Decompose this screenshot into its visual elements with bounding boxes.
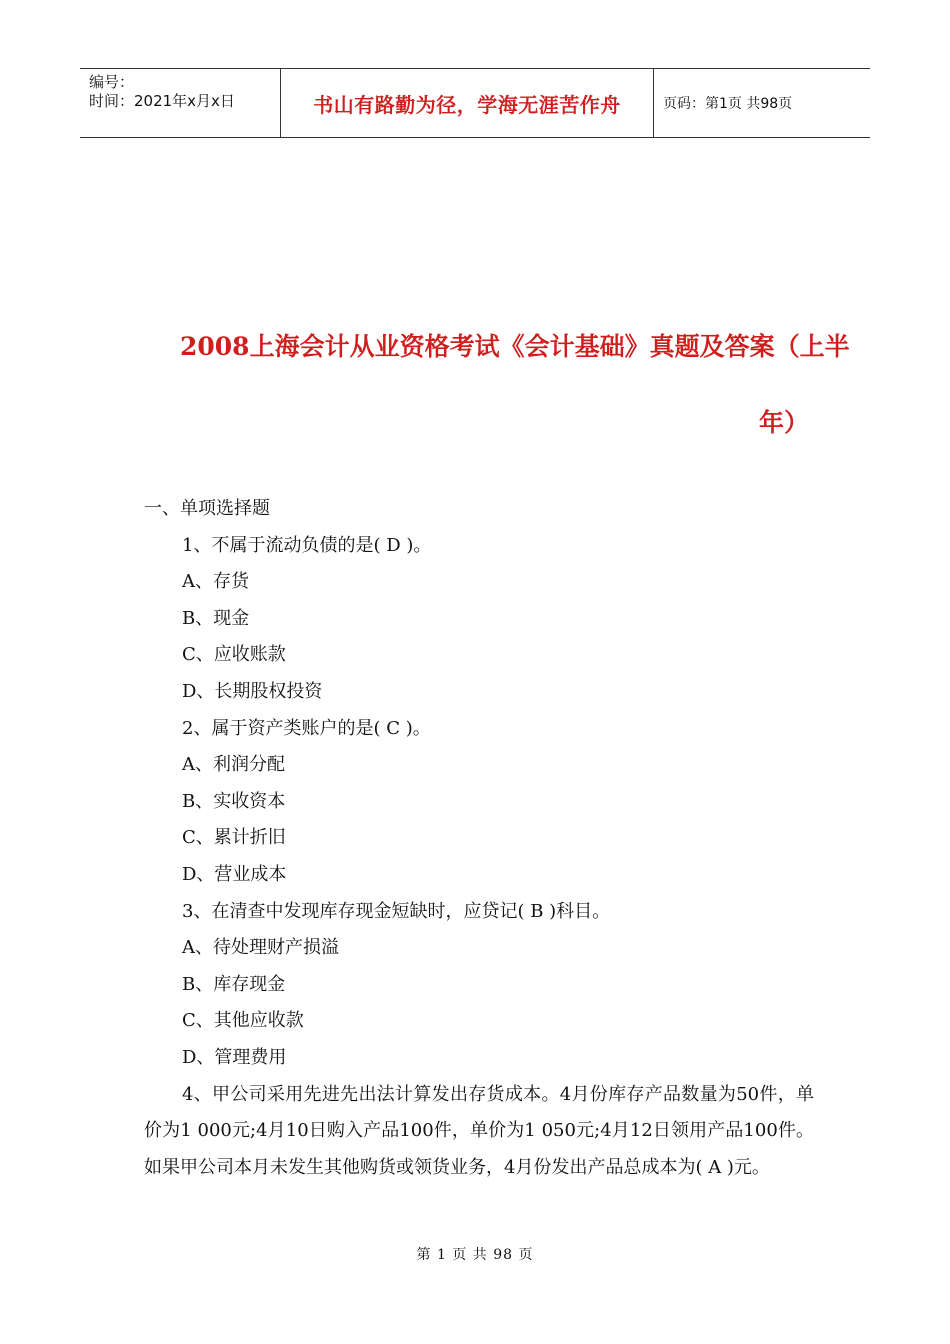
question-option: B、库存现金 <box>182 973 286 995</box>
question-option: C、其他应收款 <box>182 1010 304 1032</box>
header-meta <box>80 69 281 137</box>
question-option: A、利润分配 <box>182 754 285 776</box>
question-option: C、应收账款 <box>182 644 286 666</box>
question-stem: 3、在清查中发现库存现金短缺时，应贷记( B )科目。 <box>182 900 611 922</box>
header-motto: 书山有路勤为径，学海无涯苦作舟 <box>281 69 654 137</box>
question-option: D、管理费用 <box>182 1046 287 1068</box>
page-header <box>80 68 870 138</box>
question-option: A、待处理财产损溢 <box>182 937 339 959</box>
question-stem-paragraph: 4、甲公司采用先进先出法计算发出存货成本。4月份库存产品数量为50件，单价为1 000元;4月10日购入产品100件，单价为1 050元;4月12日领用产品100件。如果甲公司本月未发生其他购货或领货业务，4月份发出产品总成本为( A )元。 <box>144 1083 814 1178</box>
question-option: C、累计折旧 <box>182 827 286 849</box>
question-stem: 1、不属于流动负债的是( D )。 <box>182 534 432 556</box>
question-option: D、长期股权投资 <box>182 680 323 702</box>
question-option: D、营业成本 <box>182 863 287 885</box>
question-option: A、存货 <box>182 571 249 593</box>
document-number-label: 编号： <box>89 73 135 91</box>
header-page-info: 页码：第1页 共98页 <box>663 96 793 112</box>
title-line-1: 2008上海会计从业资格考试《会计基础》真题及答案（上半 <box>180 332 850 361</box>
document-body <box>144 491 814 1186</box>
section-heading: 一、单项选择题 <box>144 498 270 519</box>
document-time-label: 时间：2021年x月x日 <box>89 92 235 110</box>
title-line-2: 年） <box>759 408 810 437</box>
page-footer: 第 1 页 共 98 页 <box>416 1247 534 1263</box>
question-stem: 2、属于资产类账户的是( C )。 <box>182 717 431 739</box>
question-option: B、实收资本 <box>182 790 286 812</box>
question-option: B、现金 <box>182 607 250 629</box>
